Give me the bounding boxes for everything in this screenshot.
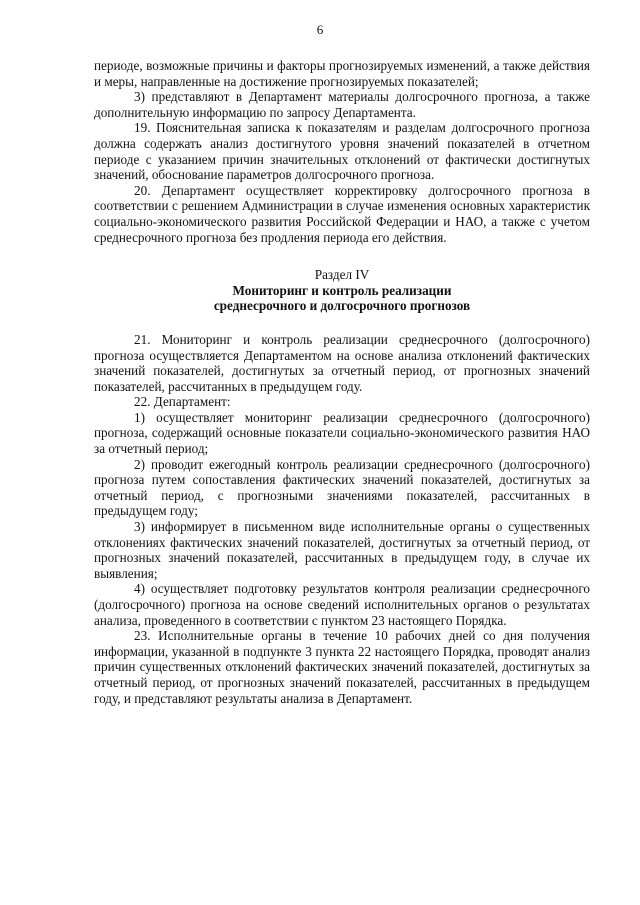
paragraph-22: 22. Департамент: (134, 394, 231, 410)
paragraph-22-item-2: 2) проводит ежегодный контроль реализации среднесрочного (долгосрочного) прогноза путем сопоставления фактических значений показателей, достигнутых за отчетный период, с прогнозными значениями показателей, рассчитанных в предыдущем году; (94, 456, 590, 519)
paragraph-21: 21. Мониторинг и контроль реализации среднесрочного (долгосрочного) прогноза осуществляется Департаментом на основе анализа отклонений фактических значений показателей, достигнутых за отчетный период, от прогнозных значений показателей, рассчитанных в предыдущем году. (94, 331, 590, 394)
paragraph-19: 19. Пояснительная записка к показателям и разделам долгосрочного прогноза должна содержать анализ достигнутого уровня значений показателей в отчетном периоде с указанием причин значительных отклонений от фактически достигнутых значений, обоснование параметров долгосрочного прогноза. (94, 120, 590, 183)
paragraph-item-3: 3) представляют в Департамент материалы долгосрочного прогноза, а также дополнительную информацию по запросу Департамента. (94, 89, 590, 120)
paragraph-23: 23. Исполнительные органы в течение 10 рабочих дней со дня получения информации, указанной в подпункте 3 пункта 22 настоящего Порядка, проводят анализ причин существенных отклонений фактических значений показателей, достигнутых за отчетный период, от прогнозных значений показателей, рассчитанных в предыдущем году, и представляют результаты анализа в Департамент. (94, 628, 590, 706)
section-spacer (94, 314, 590, 332)
page-number: 6 (316, 22, 324, 37)
paragraph-continuation: периоде, возможные причины и факторы прогнозируемых изменений, а также действия и меры, направленные на достижение прогнозируемых показателей; (94, 58, 590, 89)
section-title-line-2: среднесрочного и долгосрочного прогнозов (213, 298, 471, 314)
paragraph-22-item-1: 1) осуществляет мониторинг реализации среднесрочного (долгосрочного) прогноза, содержащий основные показатели социально-экономического развития НАО за отчетный период; (94, 409, 590, 457)
paragraph-20: 20. Департамент осуществляет корректировку долгосрочного прогноза в соответствии с решением Администрации в случае изменения основных характеристик социально-экономического развития Российской Федерации и НАО, а также с учетом среднесрочного прогноза без продления периода его действия. (94, 182, 590, 245)
paragraph-22-item-3: 3) информирует в письменном виде исполнительные органы о существенных отклонениях фактических значений показателей, достигнутых за отчетный период, от прогнозных значений показателей, рассчитанных в предыдущем году, в случае их выявления; (94, 519, 590, 581)
document-body (94, 58, 590, 706)
paragraph-22-item-4: 4) осуществляет подготовку результатов контроля реализации среднесрочного (долгосрочного) прогноза на основе сведений исполнительных органов о результатах анализа, проведенного в соответствии с пунктом 23 настоящего Порядка. (94, 581, 590, 628)
section-label: Раздел IV (314, 267, 370, 283)
section-title-line-1: Мониторинг и контроль реализации (232, 282, 452, 298)
